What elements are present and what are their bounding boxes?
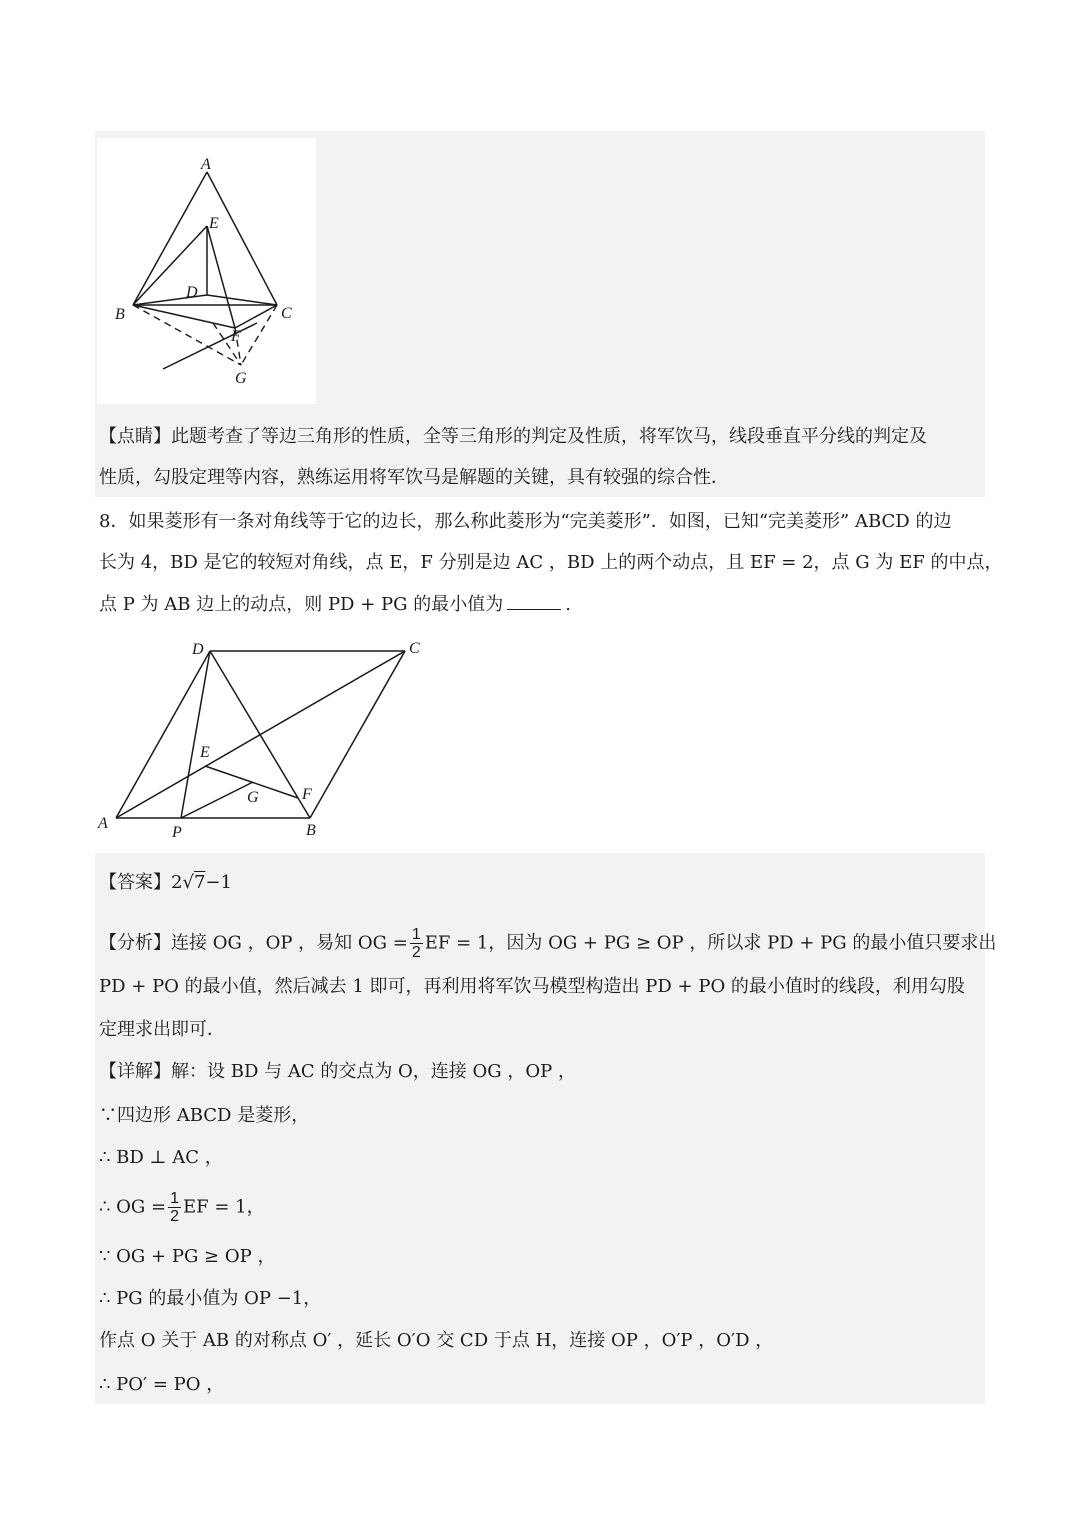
fraction-denominator: 2 — [170, 1208, 180, 1225]
label-C: C — [409, 640, 420, 657]
detail-line-8: ∴ PO′ = PO ， — [99, 1374, 225, 1395]
question-line-1: 8．如果菱形有一条对角线等于它的边长，那么称此菱形为“完美菱形”．如图，已知“完美菱形” ABCD 的边 — [99, 511, 952, 532]
fraction-numerator: 1 — [411, 926, 421, 943]
figure-rhombus — [95, 635, 430, 845]
detail-line-4 — [99, 1190, 265, 1225]
analysis-tag: 【分析】 — [99, 932, 171, 954]
answer-coefficient: 2 — [171, 872, 183, 893]
analysis-line-2: PD + PO 的最小值，然后减去 1 即可，再利用将军饮马模型构造出 PD + PO 的最小值时的线段，利用勾股 — [99, 976, 965, 997]
detail-line-5: ∵ OG + PG ≥ OP ， — [99, 1246, 276, 1267]
fraction-half — [410, 926, 423, 961]
question-line-2: 长为 4，BD 是它的较短对角线，点 E，F 分别是边 AC ，BD 上的两个动点，且 EF = 2，点 G 为 EF 的中点， — [99, 552, 1003, 573]
analysis-line-3: 定理求出即可． — [99, 1019, 225, 1040]
label-B: B — [115, 306, 125, 323]
label-E: E — [209, 215, 219, 232]
analysis-line-1 — [99, 926, 996, 961]
answer-radicand: 7 — [193, 872, 206, 893]
analysis-text-b: EF = 1，因为 OG + PG ≥ OP ，所以求 PD + PG 的最小值只要求出 — [424, 932, 997, 954]
detail-line-2: ∵四边形 ABCD 是菱形， — [99, 1105, 310, 1126]
question-line-3 — [99, 593, 571, 617]
fraction-denominator: 2 — [411, 944, 421, 961]
sqrt-sign: √ — [182, 872, 194, 893]
label-A: A — [98, 815, 108, 832]
label-A: A — [201, 156, 211, 173]
figure1-svg — [97, 138, 316, 404]
figure-equilateral-triangle — [97, 138, 316, 404]
label-P: P — [172, 824, 182, 841]
question-line-3-end: . — [565, 594, 571, 615]
answer-line — [99, 871, 232, 895]
dianjing-line-1: 【点睛】此题考查了等边三角形的性质，全等三角形的判定及性质，将军饮马，线段垂直平分线的判定及 — [99, 426, 927, 447]
detail-line-1: 【详解】解：设 BD 与 AC 的交点为 O，连接 OG ，OP ， — [99, 1061, 576, 1082]
label-F: F — [231, 328, 241, 345]
label-G: G — [235, 370, 247, 387]
label-C: C — [281, 305, 292, 322]
question-line-3-text: 点 P 为 AB 边上的动点，则 PD + PG 的最小值为 — [99, 594, 504, 615]
detail-line-6: ∴ PG 的最小值为 OP −1， — [99, 1288, 322, 1309]
label-B: B — [306, 822, 316, 839]
detail-line-7: 作点 O 关于 AB 的对称点 O′ ，延长 O′O 交 CD 于点 H，连接 OP ，O′P ，O′D ， — [99, 1330, 774, 1351]
detail-line-3: ∴ BD ⊥ AC ， — [99, 1147, 223, 1168]
analysis-text-a: 连接 OG ，OP ，易知 OG = — [171, 932, 408, 954]
fraction-numerator: 1 — [170, 1190, 180, 1207]
answer-minus-one: −1 — [205, 872, 232, 893]
label-F: F — [302, 786, 312, 803]
label-G: G — [247, 789, 259, 806]
detail-text-b: EF = 1， — [183, 1196, 265, 1218]
answer-tag: 【答案】 — [99, 872, 171, 893]
label-D: D — [186, 284, 198, 301]
label-D: D — [192, 641, 204, 658]
fraction-half — [168, 1190, 181, 1225]
answer-blank — [507, 593, 561, 610]
label-E: E — [200, 744, 210, 761]
dianjing-line-2: 性质，勾股定理等内容，熟练运用将军饮马是解题的关键，具有较强的综合性． — [99, 467, 729, 488]
figure2-svg — [95, 635, 430, 845]
detail-text-a: ∴ OG = — [99, 1196, 167, 1218]
